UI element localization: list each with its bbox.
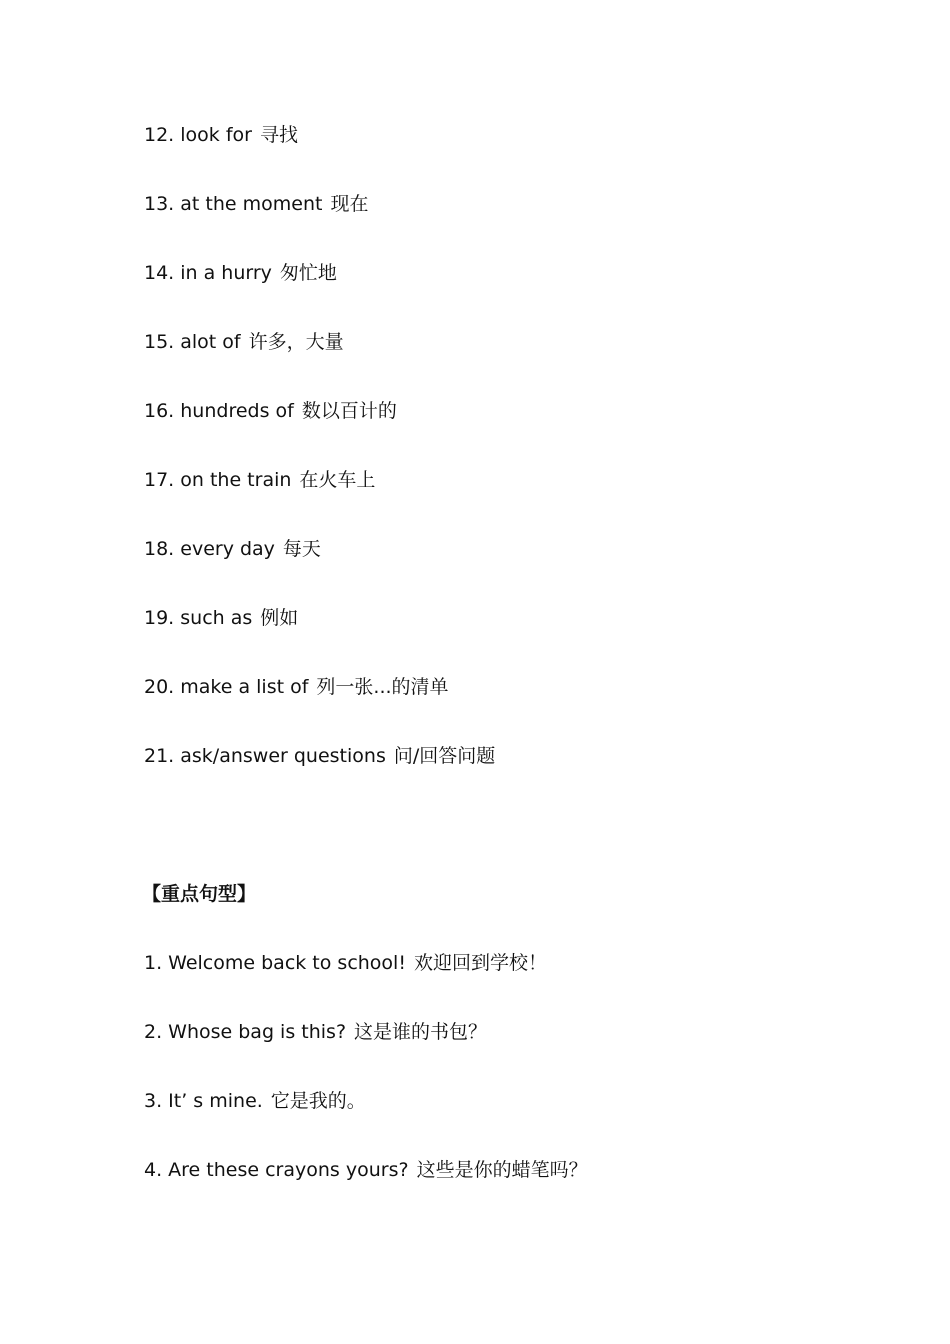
- phrase-english: 18. every day: [144, 538, 275, 560]
- phrase-english: 19. such as: [144, 607, 253, 629]
- phrase-chinese: 例如: [260, 607, 299, 629]
- phrase-item: [144, 122, 298, 148]
- sentence-item: [144, 1157, 588, 1183]
- phrase-chinese: 问/回答问题: [393, 745, 496, 767]
- phrase-item: [144, 743, 495, 769]
- sentence-english: 3. It’ s mine.: [144, 1090, 263, 1112]
- sentence-english: 4. Are these crayons yours?: [144, 1159, 409, 1181]
- phrase-english: 12. look for: [144, 124, 252, 146]
- phrase-english: 15. alot of: [144, 331, 241, 353]
- phrase-chinese: 在火车上: [299, 469, 376, 491]
- sentence-english: 2. Whose bag is this?: [144, 1021, 347, 1043]
- phrase-item: [144, 191, 368, 217]
- phrase-english: 13. at the moment: [144, 193, 323, 215]
- phrase-item: [144, 605, 298, 631]
- phrase-item: [144, 329, 344, 355]
- phrase-chinese: 数以百计的: [301, 400, 397, 422]
- sentence-chinese: 欢迎回到学校！: [413, 952, 547, 974]
- phrase-english: 17. on the train: [144, 469, 292, 491]
- phrase-chinese: 匆忙地: [279, 262, 337, 284]
- phrase-chinese: 每天: [282, 538, 321, 560]
- phrase-english: 20. make a list of: [144, 676, 309, 698]
- sentence-chinese: 它是我的。: [270, 1090, 366, 1112]
- sentence-english: 1. Welcome back to school!: [144, 952, 406, 974]
- phrase-chinese: 现在: [330, 193, 369, 215]
- section-heading: 【重点句型】: [142, 883, 257, 905]
- sentence-chinese: 这是谁的书包？: [354, 1021, 488, 1043]
- phrase-item: [144, 674, 449, 700]
- phrase-english: 21. ask/answer questions: [144, 745, 386, 767]
- phrase-item: [144, 398, 397, 424]
- sentence-item: [144, 1088, 366, 1114]
- phrase-item: [144, 467, 375, 493]
- phrase-english: 14. in a hurry: [144, 262, 272, 284]
- phrase-item: [144, 260, 337, 286]
- phrase-item: [144, 536, 321, 562]
- phrase-chinese: 许多，大量: [248, 331, 344, 353]
- phrase-chinese: 寻找: [259, 124, 298, 146]
- phrase-english: 16. hundreds of: [144, 400, 294, 422]
- sentence-item: [144, 1019, 487, 1045]
- sentence-chinese: 这些是你的蜡笔吗？: [416, 1159, 588, 1181]
- sentence-item: [144, 950, 547, 976]
- phrase-chinese: 列一张...的清单: [316, 676, 449, 698]
